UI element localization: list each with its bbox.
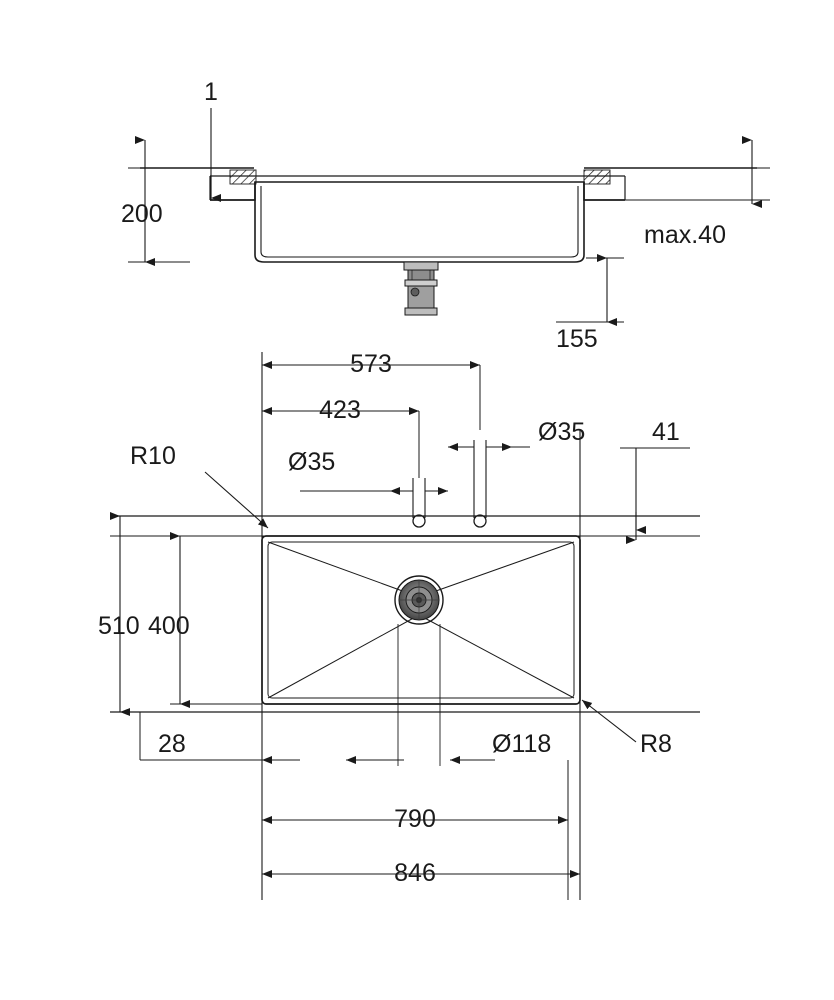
dim-846-label: 846	[394, 859, 436, 887]
hatch-right	[584, 170, 610, 184]
waste-assembly-section	[404, 262, 438, 315]
dim-790-label: 790	[394, 805, 436, 833]
waste-drain-plan	[395, 576, 443, 624]
leader-R8	[582, 700, 672, 758]
dim-hole-right	[448, 418, 585, 447]
dim-573-label: 573	[350, 350, 392, 378]
dim-max40-label: max.40	[644, 221, 726, 249]
dim-846	[262, 859, 580, 887]
tap-hole-left	[413, 478, 425, 527]
dim-28-label: 28	[158, 730, 186, 758]
dim-hole-left	[288, 448, 448, 491]
hatch-left	[230, 170, 256, 184]
dim-1-label: 1	[204, 78, 218, 106]
plan-view	[98, 350, 700, 900]
dim-423	[262, 396, 419, 478]
dim-400	[148, 536, 262, 704]
dim-510-label: 510	[98, 612, 140, 640]
dim-hole-right-label: Ø35	[538, 418, 586, 446]
dim-hole-left-label: Ø35	[288, 448, 336, 476]
dim-28	[140, 712, 300, 760]
dim-R8-label: R8	[640, 730, 672, 758]
dim-155-label: 155	[556, 325, 598, 353]
tap-hole-right	[474, 440, 486, 527]
dim-155	[556, 258, 624, 353]
dim-573	[262, 350, 480, 430]
dim-waste-label: Ø118	[492, 730, 552, 758]
dim-200	[121, 140, 190, 262]
section-view	[121, 78, 770, 353]
dim-waste	[346, 624, 551, 766]
dim-400-label: 400	[148, 612, 190, 640]
dim-200-label: 200	[121, 200, 163, 228]
dim-510	[98, 516, 140, 712]
dim-41	[620, 418, 690, 540]
dim-423-label: 423	[319, 396, 361, 424]
dim-1	[204, 78, 218, 200]
dim-R10-label: R10	[130, 442, 176, 470]
dim-41-label: 41	[652, 418, 680, 446]
dim-max40	[620, 140, 770, 249]
leader-R10	[130, 442, 268, 528]
